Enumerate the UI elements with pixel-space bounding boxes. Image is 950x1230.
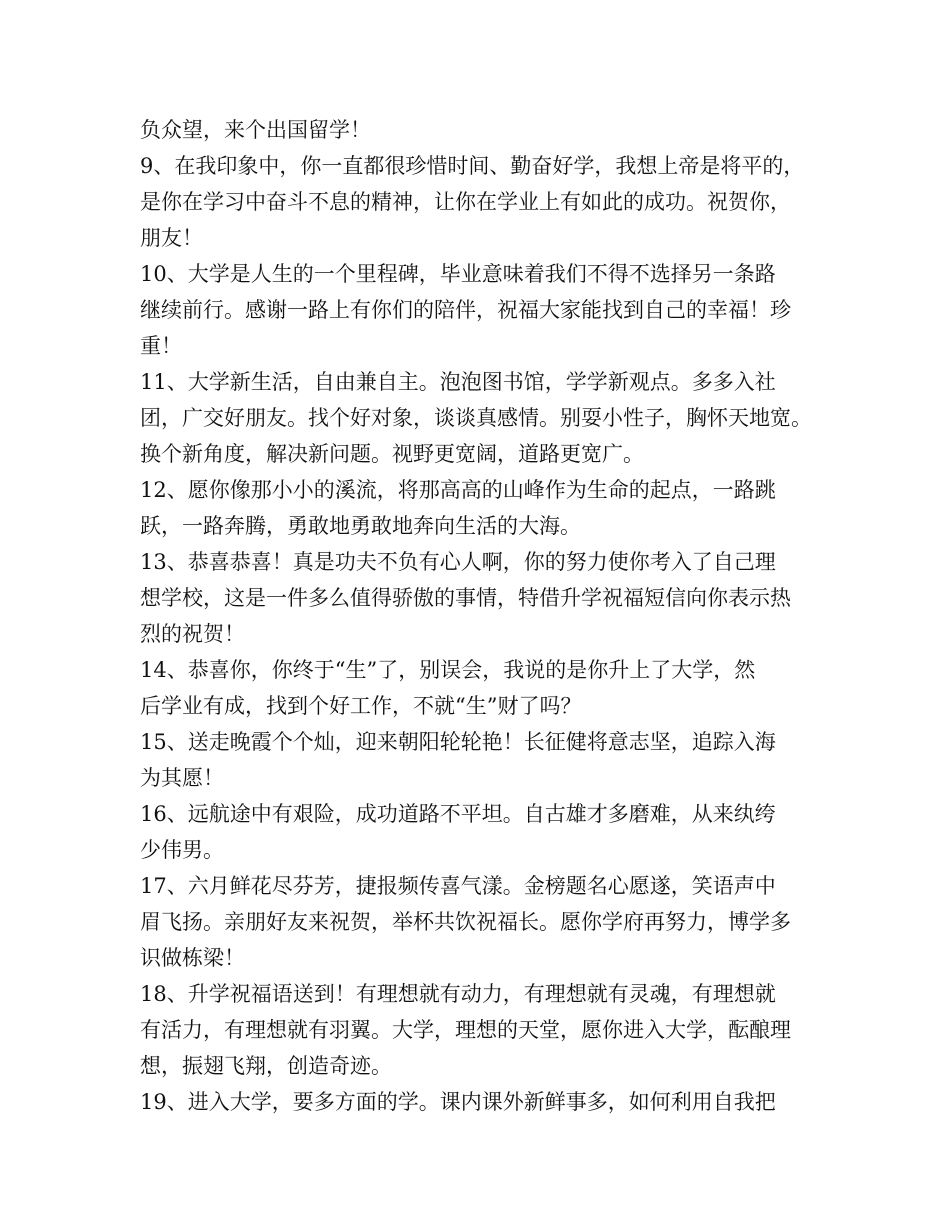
text-line: 烈的祝贺！ <box>140 622 245 646</box>
text-line: 15、送走晚霞个个灿，迎来朝阳轮轮艳！长征健将意志坚，追踪入海 <box>140 730 776 754</box>
text-line: 重！ <box>140 334 182 358</box>
text-line: 换个新角度，解决新问题。视野更宽阔，道路更宽广。 <box>140 442 644 466</box>
text-line: 眉飞扬。亲朋好友来祝贺，举杯共饮祝福长。愿你学府再努力，博学多 <box>140 910 791 934</box>
text-line: 13、恭喜恭喜！真是功夫不负有心人啊，你的努力使你考入了自己理 <box>140 550 776 574</box>
text-line: 少伟男。 <box>140 838 224 862</box>
text-line: 9、在我印象中，你一直都很珍惜时间、勤奋好学，我想上帝是将平的， <box>140 154 805 178</box>
text-line: 负众望，来个出国留学！ <box>140 118 371 142</box>
text-line: 团，广交好朋友。找个好对象，谈谈真感情。别耍小性子，胸怀天地宽。 <box>140 406 812 430</box>
text-line: 12、愿你像那小小的溪流，将那高高的山峰作为生命的起点，一路跳 <box>140 478 776 502</box>
text-line: 继续前行。感谢一路上有你们的陪伴，祝福大家能找到自己的幸福！珍 <box>140 298 791 322</box>
text-line: 跃，一路奔腾，勇敢地勇敢地奔向生活的大海。 <box>140 514 581 538</box>
text-line: 10、大学是人生的一个里程碑，毕业意味着我们不得不选择另一条路 <box>140 262 776 286</box>
text-line: 19、进入大学，要多方面的学。课内课外新鲜事多，如何利用自我把 <box>140 1090 776 1114</box>
text-line: 后学业有成，找到个好工作，不就“生”财了吗？ <box>140 694 582 718</box>
text-line: 17、六月鲜花尽芬芳，捷报频传喜气漾。金榜题名心愿遂，笑语声中 <box>140 874 776 898</box>
text-line: 为其愿！ <box>140 766 224 790</box>
text-line: 18、升学祝福语送到！有理想就有动力，有理想就有灵魂，有理想就 <box>140 982 776 1006</box>
text-line: 识做栋梁！ <box>140 946 245 970</box>
text-line: 有活力，有理想就有羽翼。大学，理想的天堂，愿你进入大学，酝酿理 <box>140 1018 791 1042</box>
text-line: 想，振翅飞翔，创造奇迹。 <box>140 1054 392 1078</box>
text-line: 11、大学新生活，自由兼自主。泡泡图书馆，学学新观点。多多入社 <box>140 370 776 394</box>
text-line: 朋友！ <box>140 226 203 250</box>
text-line: 14、恭喜你，你终于“生”了，别误会，我说的是你升上了大学，然 <box>140 658 756 682</box>
text-line: 16、远航途中有艰险，成功道路不平坦。自古雄才多磨难，从来纨绔 <box>140 802 776 826</box>
text-line: 是你在学习中奋斗不息的精神，让你在学业上有如此的成功。祝贺你， <box>140 190 791 214</box>
text-line: 想学校，这是一件多么值得骄傲的事情，特借升学祝福短信向你表示热 <box>140 586 791 610</box>
